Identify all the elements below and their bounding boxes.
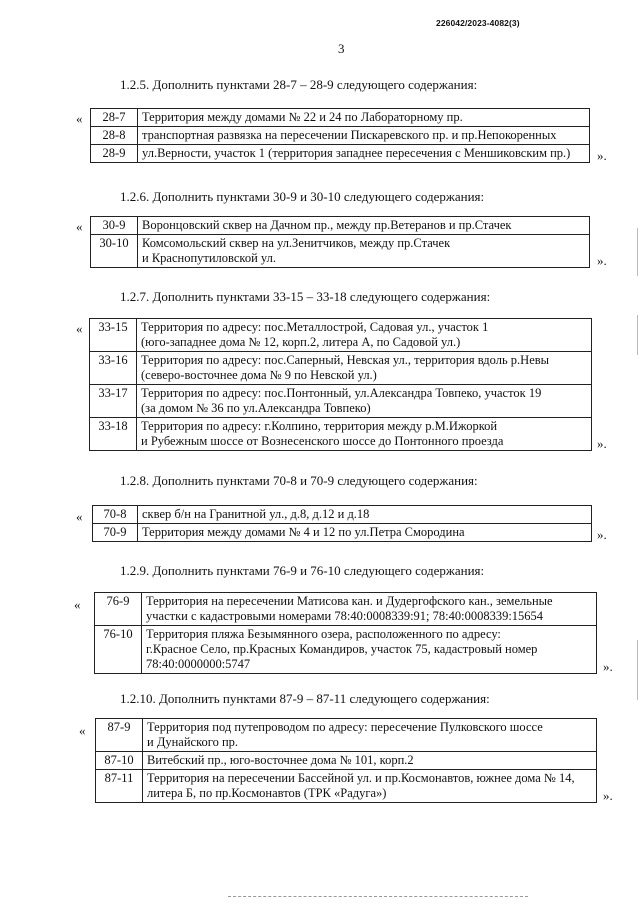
section-heading: 1.2.6. Дополнить пунктами 30-9 и 30-10 следующего содержания: [120,189,485,204]
item-description: Территория на пересечении Бассейной ул. и пр.Космонавтов, южнее дома № 14, литера Б, по пр.Космонавтов (ТРК «Радуга») [143,770,597,803]
table-row [91,127,590,145]
table-row [96,752,597,770]
item-description: транспортная развязка на пересечении Пискаревского пр. и пр.Непокоренных [138,127,590,145]
item-number: 33-17 [90,385,137,418]
table-row [91,217,590,235]
table-row [96,719,597,752]
item-description: сквер б/н на Гранитной ул., д.8, д.12 и д.18 [138,506,592,524]
item-description: Комсомольский сквер на ул.Зенитчиков, между пр.Стачек и Краснопутиловской ул. [138,235,590,268]
item-number: 76-9 [95,593,142,626]
section-heading: 1.2.7. Дополнить пунктами 33-15 – 33-18 следующего содержания: [120,289,491,304]
item-description: Территория между домами № 4 и 12 по ул.Петра Смородина [138,524,592,542]
items-table [92,505,592,542]
item-number: 33-18 [90,418,137,451]
open-quote: « [74,597,81,612]
item-number: 28-7 [91,109,138,127]
close-quote: ». [597,436,607,451]
open-quote: « [79,723,86,738]
item-description: Территория по адресу: пос.Металлострой, Садовая ул., участок 1 (юго-западнее дома № 12, корп.2, литера А, по Садовой ул.) [137,319,592,352]
item-number: 30-9 [91,217,138,235]
section-heading: 1.2.10. Дополнить пунктами 87-9 – 87-11 следующего содержания: [120,691,490,706]
table-row [90,319,592,352]
open-quote: « [76,509,83,524]
open-quote: « [76,321,83,336]
item-number: 70-8 [93,506,138,524]
section-heading: 1.2.9. Дополнить пунктами 76-9 и 76-10 следующего содержания: [120,563,485,578]
table-row [91,235,590,268]
item-description: Территория под путепроводом по адресу: пересечение Пулковского шоссе и Дунайского пр. [143,719,597,752]
table-row [93,524,592,542]
document-id: 226042/2023-4082(3) [436,18,520,28]
items-table [90,108,590,163]
table-row [90,385,592,418]
close-quote: ». [603,788,613,803]
item-number: 33-16 [90,352,137,385]
item-description: ул.Верности, участок 1 (территория западнее пересечения с Меншиковским пр.) [138,145,590,163]
item-description: Территория по адресу: г.Колпино, территория между р.М.Ижоркой и Рубежным шоссе от Вознесенского шоссе до Понтонного проезда [137,418,592,451]
item-description: Витебский пр., юго-восточнее дома № 101, корп.2 [143,752,597,770]
page-number: 3 [338,41,345,56]
table-row [95,626,597,674]
items-table [90,216,590,268]
item-description: Территория пляжа Безымянного озера, расположенного по адресу: г.Красное Село, пр.Красных Командиров, участок 75, кадастровый номер 78:40:0000000:5747 [142,626,597,674]
item-number: 87-11 [96,770,143,803]
section-heading: 1.2.5. Дополнить пунктами 28-7 – 28-9 следующего содержания: [120,77,478,92]
items-table [95,718,597,803]
scan-edge-mark [637,640,638,700]
close-quote: ». [597,253,607,268]
open-quote: « [76,111,83,126]
items-table [89,318,592,451]
item-number: 33-15 [90,319,137,352]
bottom-rule [228,896,528,897]
item-number: 87-10 [96,752,143,770]
item-description: Территория на пересечении Матисова кан. и Дудергофского кан., земельные участки с кадастровыми номерами 78:40:0008339:91; 78:40:0008339:15654 [142,593,597,626]
section-heading: 1.2.8. Дополнить пунктами 70-8 и 70-9 следующего содержания: [120,473,478,488]
close-quote: ». [597,148,607,163]
table-row [95,593,597,626]
close-quote: ». [603,659,613,674]
table-row [96,770,597,803]
table-row [91,145,590,163]
item-number: 87-9 [96,719,143,752]
table-row [91,109,590,127]
item-number: 70-9 [93,524,138,542]
table-row [93,506,592,524]
items-table [94,592,597,674]
close-quote: ». [597,527,607,542]
item-description: Территория по адресу: пос.Саперный, Невская ул., территория вдоль р.Невы (северо-восточнее дома № 9 по Невской ул.) [137,352,592,385]
item-description: Территория по адресу: пос.Понтонный, ул.Александра Товпеко, участок 19 (за домом № 36 по ул.Александра Товпеко) [137,385,592,418]
open-quote: « [76,219,83,234]
item-number: 28-9 [91,145,138,163]
table-row [90,418,592,451]
table-row [90,352,592,385]
item-description: Воронцовский сквер на Дачном пр., между пр.Ветеранов и пр.Стачек [138,217,590,235]
item-number: 30-10 [91,235,138,268]
item-number: 76-10 [95,626,142,674]
item-description: Территория между домами № 22 и 24 по Лабораторному пр. [138,109,590,127]
scan-edge-mark [637,228,638,276]
scan-edge-mark [637,315,638,355]
item-number: 28-8 [91,127,138,145]
